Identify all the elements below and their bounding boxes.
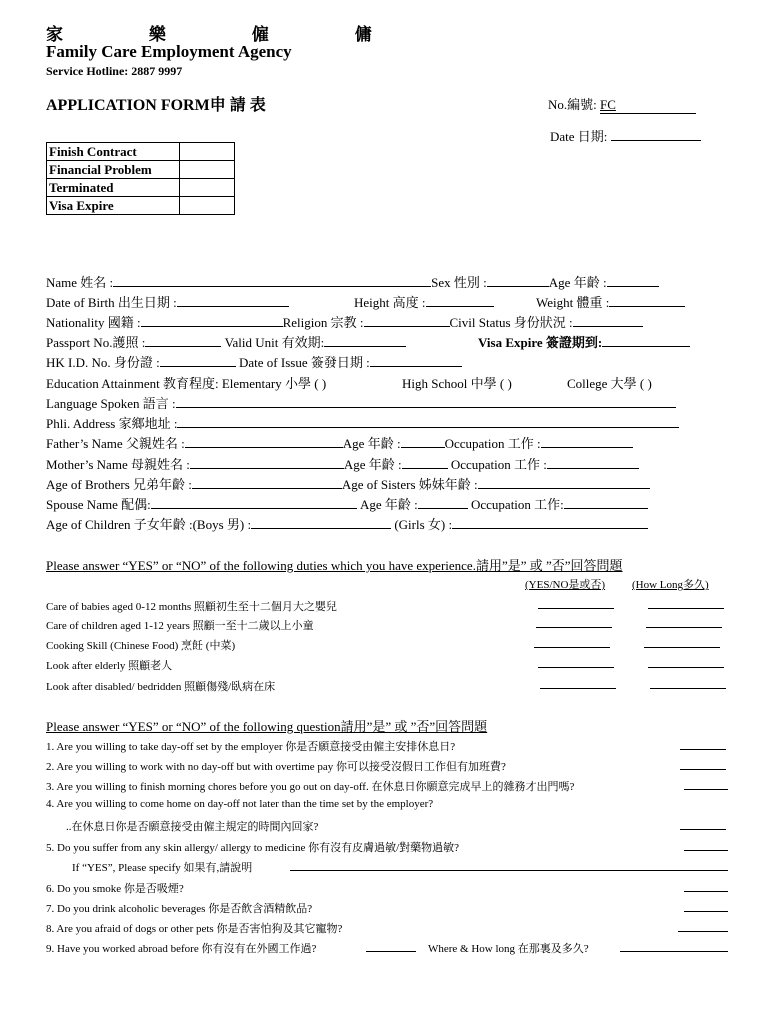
status-label: Financial Problem (47, 161, 180, 179)
passport-label: Passport No.護照 : (46, 335, 146, 350)
religion-field[interactable] (364, 315, 450, 327)
sex-field[interactable] (487, 275, 549, 287)
spouse-row (46, 494, 648, 513)
boys-field[interactable] (251, 517, 391, 529)
passport-row (46, 332, 406, 351)
sisters-label: Age of Sisters 姊妹年齡 : (341, 477, 478, 492)
spouse-field[interactable] (151, 497, 357, 509)
spouse-age-label: Age 年齡 : (359, 497, 418, 512)
language-label: Language Spoken 語言 : (46, 396, 176, 411)
question-item: 7. Do you drink alcoholic beverages 你是否飲含酒精飲品? (46, 903, 313, 915)
duty-yesno-field[interactable] (540, 688, 616, 689)
agency-chinese-name: 家 樂 僱 傭 (46, 25, 412, 45)
height-group (354, 292, 494, 311)
hkid-row (46, 352, 462, 371)
question-answer-field[interactable] (678, 931, 728, 932)
passport-field[interactable] (145, 335, 221, 347)
weight-group (536, 292, 685, 311)
mother-field[interactable] (190, 457, 344, 469)
weight-label: Weight 體重 : (536, 295, 610, 310)
visa-expire-label: Visa Expire 簽證期到: (478, 335, 603, 350)
mother-occupation-field[interactable] (547, 457, 639, 469)
form-date-label: Date 日期: (550, 129, 608, 144)
siblings-row (46, 474, 650, 493)
sex-label: Sex 性別 : (431, 275, 487, 290)
where-how-long-field[interactable] (620, 951, 728, 952)
duty-howlong-field[interactable] (648, 608, 724, 609)
brothers-label: Age of Brothers 兄弟年齡 : (46, 477, 192, 492)
status-row (47, 161, 235, 179)
dob-field[interactable] (177, 295, 289, 307)
height-label: Height 高度 : (354, 295, 426, 310)
duties-col-yesno: (YES/NO是或否) (525, 579, 606, 591)
spouse-label: Spouse Name 配偶: (46, 497, 151, 512)
question-item: 1. Are you willing to take day-off set by the employer 你是否願意接受由僱主安排休息日? (46, 741, 456, 753)
agency-name: Family Care Employment Agency (46, 42, 292, 61)
spouse-occupation-field[interactable] (564, 497, 648, 509)
duty-howlong-field[interactable] (644, 647, 720, 648)
question-answer-field[interactable] (684, 850, 728, 851)
father-label: Father’s Name 父親姓名 : (46, 436, 185, 451)
dob-label: Date of Birth 出生日期 : (46, 295, 177, 310)
address-label: Phli. Address 家鄉地址 : (46, 416, 178, 431)
valid-unit-field[interactable] (324, 335, 406, 347)
nationality-row (46, 312, 643, 331)
sisters-field[interactable] (478, 477, 650, 489)
status-checkbox[interactable] (180, 197, 235, 215)
father-occupation-field[interactable] (541, 436, 633, 448)
issue-date-label: Date of Issue 簽發日期 : (239, 355, 370, 370)
status-label: Visa Expire (47, 197, 180, 215)
form-number-value[interactable]: FC (600, 97, 696, 114)
question-item: 8. Are you afraid of dogs or other pets 你是否害怕狗及其它寵物? (46, 923, 343, 935)
worked-abroad-field[interactable] (366, 951, 416, 952)
form-number (548, 94, 696, 114)
father-row (46, 433, 633, 452)
question-answer-field[interactable] (680, 769, 726, 770)
status-checkbox[interactable] (180, 143, 235, 161)
status-label: Terminated (47, 179, 180, 197)
mother-row (46, 454, 639, 473)
high-school-option[interactable]: High School 中學 ( ) (402, 376, 512, 391)
duty-item: Look after disabled/ bedridden 照顧傷殘/臥病在床 (46, 681, 276, 693)
duty-yesno-field[interactable] (536, 627, 612, 628)
visa-expire-group (478, 332, 690, 351)
status-checkbox[interactable] (180, 161, 235, 179)
form-title: APPLICATION FORM申 請 表 (46, 97, 266, 114)
duty-item: Care of babies aged 0-12 months 照顧初生至十二個月大之嬰兒 (46, 601, 337, 613)
father-occupation-label: Occupation 工作 : (444, 436, 541, 451)
status-row (47, 143, 235, 161)
duty-yesno-field[interactable] (534, 647, 610, 648)
spouse-occupation-label: Occupation 工作: (471, 497, 564, 512)
language-field[interactable] (176, 396, 676, 408)
form-date (550, 126, 701, 145)
duty-yesno-field[interactable] (538, 667, 614, 668)
weight-field[interactable] (609, 295, 685, 307)
name-field[interactable] (113, 275, 431, 287)
nationality-field[interactable] (141, 315, 283, 327)
mother-age-field[interactable] (402, 457, 448, 469)
question-answer-field[interactable] (684, 789, 728, 790)
questions-heading: Please answer “YES” or “NO” of the following question請用”是” 或 ”否”回答問題 (46, 719, 488, 734)
father-age-label: Age 年齡 : (342, 436, 401, 451)
civil-status-field[interactable] (573, 315, 643, 327)
girls-label: (Girls 女) : (394, 517, 453, 532)
mother-occupation-label: Occupation 工作 : (450, 457, 547, 472)
language-row (46, 393, 676, 412)
question-item-continued: ..在休息日你是否願意接受由僱主規定的時間內回家? (66, 821, 319, 833)
status-label: Finish Contract (47, 143, 180, 161)
question-answer-field[interactable] (680, 829, 726, 830)
father-field[interactable] (185, 436, 343, 448)
form-date-field[interactable] (611, 129, 701, 141)
question-item: 5. Do you suffer from any skin allergy/ allergy to medicine 你有沒有皮膚過敏/對藥物過敏? (46, 842, 460, 854)
nationality-label: Nationality 國籍 : (46, 315, 141, 330)
brothers-field[interactable] (192, 477, 342, 489)
name-row (46, 272, 659, 291)
question-item: 9. Have you worked abroad before 你有沒有在外國工作過? (46, 943, 317, 955)
question-item: Where & How long 在那裏及多久? (428, 943, 589, 955)
mother-label: Mother’s Name 母親姓名 : (46, 457, 190, 472)
question-answer-field[interactable] (680, 749, 726, 750)
age-label: Age 年齡 : (548, 275, 607, 290)
reason-status-table (46, 142, 235, 215)
religion-label: Religion 宗教 : (282, 315, 364, 330)
allergy-specify-label: If “YES”, Please specify 如果有,請說明 (72, 862, 253, 874)
height-field[interactable] (426, 295, 494, 307)
duty-howlong-field[interactable] (646, 627, 722, 628)
address-row (46, 413, 679, 432)
question-answer-field[interactable] (684, 891, 728, 892)
question-item: 6. Do you smoke 你是否吸煙? (46, 883, 184, 895)
hkid-field[interactable] (160, 355, 236, 367)
duty-yesno-field[interactable] (538, 608, 614, 609)
status-checkbox[interactable] (180, 179, 235, 197)
status-row (47, 197, 235, 215)
valid-unit-label: Valid Unit 有效期: (224, 335, 325, 350)
status-row (47, 179, 235, 197)
education-row (46, 373, 326, 392)
age-field[interactable] (607, 275, 659, 287)
address-field[interactable] (177, 416, 679, 428)
children-row (46, 514, 648, 533)
duty-howlong-field[interactable] (648, 667, 724, 668)
father-age-field[interactable] (401, 436, 445, 448)
form-number-label: No.編號: (548, 97, 597, 112)
duty-item: Cooking Skill (Chinese Food) 烹飪 (中菜) (46, 640, 236, 652)
girls-field[interactable] (452, 517, 648, 529)
name-label: Name 姓名 : (46, 275, 114, 290)
duties-col-howlong: (How Long多久) (632, 579, 709, 591)
hkid-label: HK I.D. No. 身份證 : (46, 355, 160, 370)
duty-item: Care of children aged 1-12 years 照顧一至十二歲以上小童 (46, 620, 314, 632)
visa-expire-field[interactable] (602, 335, 690, 347)
college-option[interactable]: College 大學 ( ) (567, 376, 652, 391)
question-item: 2. Are you willing to work with no day-off but with overtime pay 你可以接受沒假日工作但有加班費? (46, 761, 506, 773)
duties-heading: Please answer “YES” or “NO” of the following duties which you have experience.請用”是” 或 ”否”回答問題 (46, 558, 623, 573)
mother-age-label: Age 年齡 : (343, 457, 402, 472)
question-item: 3. Are you willing to finish morning chores before you go out on day-off. 在休息日你願意完成早上的雜務才出門嗎? (46, 781, 575, 793)
dob-row (46, 292, 289, 311)
education-label: Education Attainment 教育程度: Elementary 小學 ( ) (46, 376, 327, 391)
question-answer-field[interactable] (684, 911, 728, 912)
service-hotline: Service Hotline: 2887 9997 (46, 64, 183, 78)
issue-date-field[interactable] (370, 355, 462, 367)
spouse-age-field[interactable] (418, 497, 468, 509)
boys-label: Age of Children 子女年齡 :(Boys 男) : (46, 517, 252, 532)
question-item: 4. Are you willing to come home on day-off not later than the time set by the employer? (46, 798, 434, 810)
civil-status-label: Civil Status 身份狀況 : (449, 315, 573, 330)
duty-item: Look after elderly 照顧老人 (46, 660, 173, 672)
duty-howlong-field[interactable] (650, 688, 726, 689)
allergy-specify-field[interactable] (290, 870, 728, 871)
